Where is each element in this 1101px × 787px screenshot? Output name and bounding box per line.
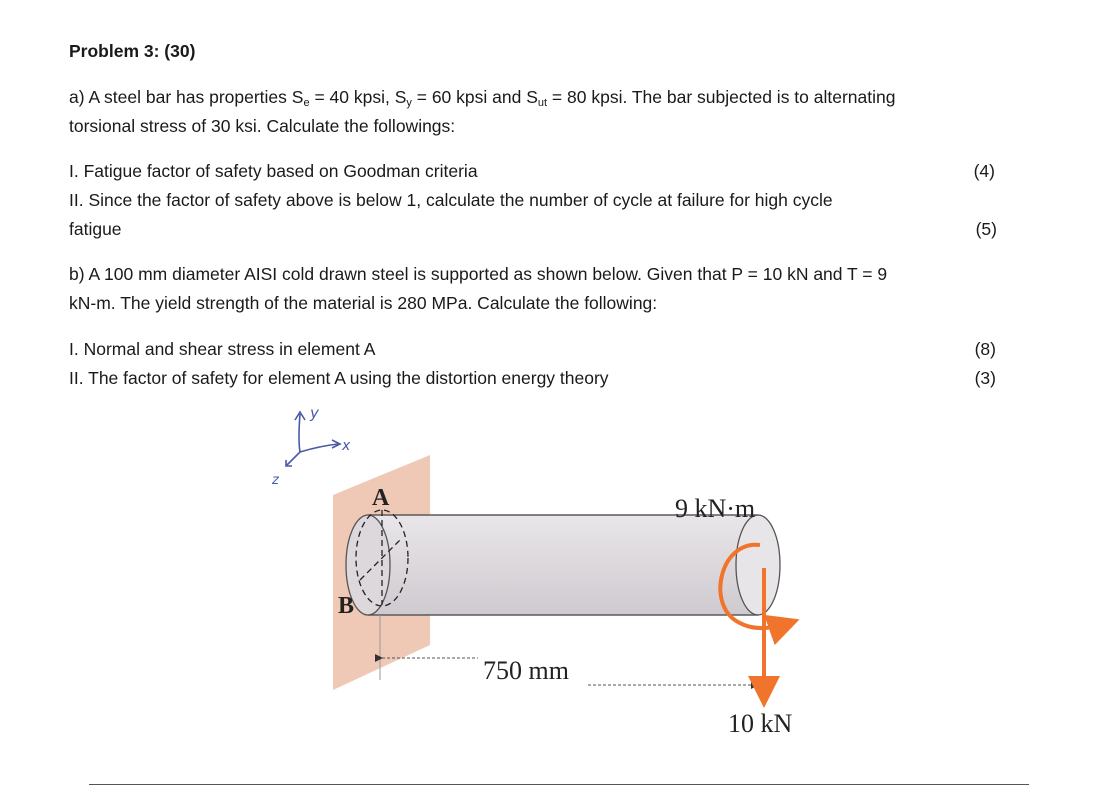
part-b-question-1: I. Normal and shear stress in element A (69, 339, 376, 359)
part-a-question-1: I. Fatigue factor of safety based on Goodman criteria (69, 161, 478, 181)
part-a-question-1-marks: (4) (973, 161, 995, 181)
axis-z-label: z (272, 473, 279, 488)
z-axis-line (286, 452, 300, 466)
part-a-intro-line1 (69, 86, 896, 108)
shaft-free-end (736, 515, 780, 615)
page-divider (89, 784, 1029, 785)
part-a-question-2-marks: (5) (975, 219, 997, 239)
problem-title: Problem 3: (30) (69, 41, 196, 61)
point-b-label: B (338, 593, 355, 619)
part-b-question-2: II. The factor of safety for element A using the distortion energy theory (69, 368, 609, 388)
point-a-label: A (372, 485, 390, 511)
sy-subscript: y (406, 97, 412, 109)
part-a-question-2-line1: II. Since the factor of safety above is below 1, calculate the number of cycle at failure for high cycle (69, 190, 833, 210)
part-a-intro-line2: torsional stress of 30 ksi. Calculate the followings: (69, 116, 456, 136)
shaft-body (368, 515, 758, 615)
sut-subscript: ut (537, 97, 548, 109)
se-value: = 40 kpsi, S (309, 87, 407, 107)
part-a-intro-prefix: a) A steel bar has properties S (69, 87, 304, 107)
sut-value: = 80 kpsi. The bar subjected is to alternating (547, 87, 896, 107)
y-axis-line (299, 414, 300, 452)
axis-x-label: x (342, 438, 351, 454)
part-b-intro-line1: b) A 100 mm diameter AISI cold drawn steel is supported as shown below. Given that P = 10 kN and T = 9 (69, 264, 888, 284)
shaft (346, 515, 780, 615)
axis-y-label: y (310, 404, 319, 422)
sy-value: = 60 kpsi and S (411, 87, 538, 107)
part-b-question-2-marks: (3) (974, 368, 996, 388)
force-label: 10 kN (728, 709, 793, 738)
se-subscript: e (303, 97, 310, 109)
part-b-question-1-marks: (8) (974, 339, 996, 359)
length-label: 750 mm (483, 656, 569, 685)
cantilever-shaft-figure (250, 400, 850, 740)
torque-label: 9 kN·m (675, 494, 756, 523)
part-a-question-2-line2: fatigue (69, 219, 122, 239)
part-b-intro-line2: kN-m. The yield strength of the material is 280 MPa. Calculate the following: (69, 293, 658, 313)
